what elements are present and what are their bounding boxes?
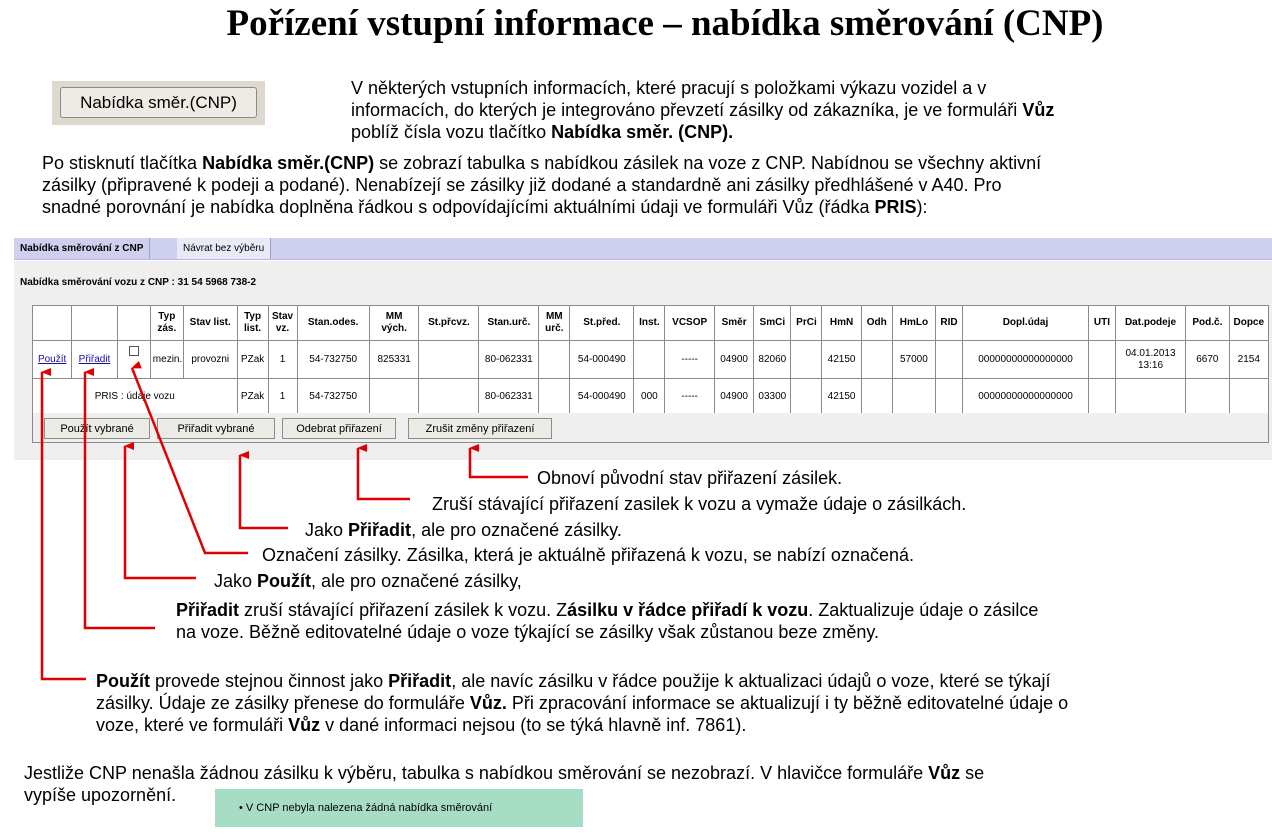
note-remove: Zruší stávající přiřazení zasilek k vozu a vymaže údaje o zásilkách. — [432, 494, 967, 514]
cell: 54-732750 — [297, 341, 369, 379]
note-use-selected: Jako Použít, ale pro označené zásilky, — [214, 571, 522, 591]
column-header: Pod.č. — [1186, 306, 1229, 341]
note-restore: Obnoví původní stav přiřazení zásilek. — [537, 468, 843, 488]
column-header: MM urč. — [539, 306, 570, 341]
cell: 42150 — [822, 341, 861, 379]
description-text: Po stisknutí tlačítka Nabídka směr.(CNP) se zobrazí tabulka s nabídkou zásilek na voze z CNP. Nabídnou se všechny aktivní zásilky (připravené k podeji a podané). Nenabízejí se zásilky již dodané a standardně ani zásilky předhlášené v A40. Pro snadné porovnání je nabídka doplněna řádkou s odpovídajícími aktuálními údaji ve formuláři Vůz (řádka PRIS): — [42, 153, 1042, 217]
column-header: SmCi — [754, 306, 791, 341]
cell: mezin. — [150, 341, 183, 379]
column-header: Dopce — [1229, 306, 1268, 341]
cell: ----- — [665, 379, 715, 415]
tab-nabidka-smerovani[interactable]: Nabídka směrování z CNP — [14, 238, 150, 259]
column-header: Odh — [861, 306, 892, 341]
tab-navrat-bez-vyberu[interactable]: Návrat bez výběru — [177, 238, 271, 259]
cell: 03300 — [754, 379, 791, 415]
cell: 54-732750 — [297, 379, 369, 415]
column-header: Typ zás. — [150, 306, 183, 341]
cell: 04900 — [714, 341, 753, 379]
cancel-changes-button[interactable]: Zrušit změny přiřazení — [408, 418, 552, 439]
column-header: Dat.podeje — [1115, 306, 1185, 341]
column-header: Stan.odes. — [297, 306, 369, 341]
note-mark: Označení zásilky. Zásilka, která je aktuálně přiřazená k vozu, se nabízí označená. — [262, 545, 914, 565]
column-header: Typ list. — [237, 306, 268, 341]
vehicle-line: Nabídka směrování vozu z CNP : 31 54 5968 738-2 — [20, 277, 257, 288]
cell: 00000000000000000 — [962, 379, 1088, 415]
column-header: Stav list. — [183, 306, 237, 341]
cell: 825331 — [369, 341, 419, 379]
cell: PZak — [237, 341, 268, 379]
cell: 80-062331 — [479, 341, 539, 379]
cell: 1 — [268, 379, 297, 415]
cell: 82060 — [754, 341, 791, 379]
cell: 000 — [634, 379, 665, 415]
remove-assignment-button[interactable]: Odebrat přiřazení — [282, 418, 396, 439]
cell: PZak — [237, 379, 268, 415]
column-header: St.přcvz. — [419, 306, 479, 341]
cell: ----- — [665, 341, 715, 379]
arrow-assign-selected — [240, 455, 288, 528]
note-assign: Přiřadit zruší stávající přiřazení zásilek k vozu. Zásilku v řádce přiřadí k vozu. Zaktualizuje údaje o zásilce na voze. Běžně editovatelné údaje o voze týkající se zásilky však zůstanou beze změny. — [176, 600, 1039, 642]
column-header: RID — [936, 306, 963, 341]
cell: 54-000490 — [570, 341, 634, 379]
cell: 80-062331 — [479, 379, 539, 415]
column-header: Inst. — [634, 306, 665, 341]
use-selected-button[interactable]: Použít vybrané — [44, 418, 150, 439]
cell: 04900 — [714, 379, 753, 415]
use-link[interactable]: Použít — [37, 353, 67, 365]
pris-label: PRIS : údaje vozu — [33, 379, 238, 415]
column-header: Stav vz. — [268, 306, 297, 341]
arrow-restore — [470, 448, 528, 477]
arrow-use-selected — [125, 446, 196, 578]
cell: 54-000490 — [570, 379, 634, 415]
notice-banner: • V CNP nebyla nalezena žádná nabídka směrování — [215, 789, 583, 827]
arrow-assign — [85, 372, 155, 628]
column-header: Stan.urč. — [479, 306, 539, 341]
page-title: Pořízení vstupní informace – nabídka směrování (CNP) — [226, 3, 1104, 44]
arrow-mark — [132, 368, 248, 553]
column-header: PrCi — [791, 306, 822, 341]
column-header: VCSOP — [665, 306, 715, 341]
cell: 04.01.2013 13:16 — [1115, 341, 1185, 379]
cell: 57000 — [892, 341, 935, 379]
column-header: HmN — [822, 306, 861, 341]
note-assign-selected: Jako Přiřadit, ale pro označené zásilky. — [305, 520, 622, 540]
column-header: HmLo — [892, 306, 935, 341]
cell: 6670 — [1186, 341, 1229, 379]
column-header: UTI — [1089, 306, 1116, 341]
cell: 42150 — [822, 379, 861, 415]
cell: 00000000000000000 — [962, 341, 1088, 379]
column-header: St.před. — [570, 306, 634, 341]
arrow-use — [42, 372, 86, 679]
footer-text: Jestliže CNP nenašla žádnou zásilku k výběru, tabulka s nabídkou směrování se nezobrazí. V hlavičce formuláře Vůz se vypíše upozornění. — [24, 763, 985, 805]
column-header: Dopl.údaj — [962, 306, 1088, 341]
arrow-remove — [358, 448, 410, 499]
cell: 1 — [268, 341, 297, 379]
nabidka-smer-cnp-button[interactable]: Nabídka směr.(CNP) — [60, 87, 257, 118]
column-header: MM vých. — [369, 306, 419, 341]
assign-selected-button[interactable]: Přiřadit vybrané — [157, 418, 275, 439]
cell: provozni — [183, 341, 237, 379]
note-use: Použít provede stejnou činnost jako Přiřadit, ale navíc zásilku v řádce použije k aktualizaci údajů o voze, které se týkají zásilky. Údaje ze zásilky přenese do formuláře Vůz. Při zpracování informace se aktualizují i ty běžně editovatelné údaje o voze, které ve formuláři Vůz v dané informaci nejsou (to se týká hlavně inf. 7861). — [96, 671, 1069, 735]
cell: 2154 — [1229, 341, 1268, 379]
column-header: Směr — [714, 306, 753, 341]
assign-link[interactable]: Přiřadit — [78, 353, 111, 365]
intro-text: V některých vstupních informacích, které pracují s položkami výkazu vozidel a v informacích, do kterých je integrováno převzetí zásilky od zákazníka, je ve formuláři Vůz poblíž čísla vozu tlačítko Nabídka směr. (CNP). — [351, 78, 1055, 142]
